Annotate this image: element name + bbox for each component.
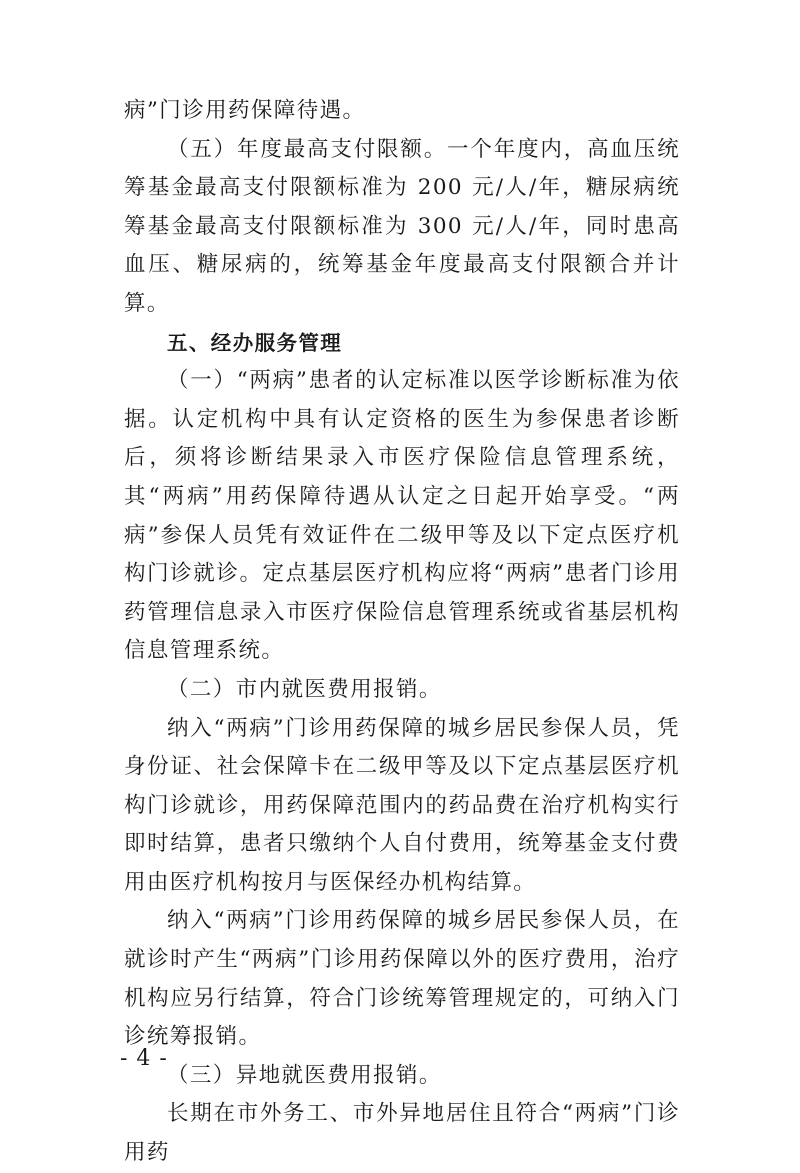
subheading-remote-reimbursement: （三）异地就医费用报销。 <box>167 1062 442 1088</box>
section-heading-administration: 五、经办服务管理 <box>167 330 343 355</box>
paragraph-annual-payment-limit: （五）年度最高支付限额。一个年度内，高血压统筹基金最高支付限额标准为 200 元/人/年，糖尿病统筹基金最高支付限额标准为 300 元/人/年，同时患高血压、糖尿病的，统筹基金年度最高支付限额合并计算。 <box>124 136 680 316</box>
paragraph-identification-standard: （一）“两病”患者的认定标准以医学诊断标准为依据。认定机构中具有认定资格的医生为参保患者诊断后，须将诊断结果录入市医疗保险信息管理系统，其“两病”用药保障待遇从认定之日起开始享受。“两病”参保人员凭有效证件在二级甲等及以下定点医疗机构门诊就诊。定点基层医疗机构应将“两病”患者门诊用药管理信息录入市医疗保险信息管理系统或省基层机构信息管理系统。 <box>124 368 680 664</box>
paragraph-local-settlement: 纳入“两病”门诊用药保障的城乡居民参保人员，凭身份证、社会保障卡在二级甲等及以下定点基层医疗机构门诊就诊，用药保障范围内的药品费在治疗机构实行即时结算，患者只缴纳个人自付费用，统筹基金支付费用由医疗机构按月与医保经办机构结算。 <box>124 715 680 895</box>
document-body <box>124 92 680 1173</box>
page-number: - 4 - <box>120 1046 168 1071</box>
paragraph-other-expenses: 纳入“两病”门诊用药保障的城乡居民参保人员，在就诊时产生“两病”门诊用药保障以外的医疗费用，治疗机构应另行结算，符合门诊统筹管理规定的，可纳入门诊统筹报销。 <box>124 908 680 1050</box>
paragraph-remote-residents: 长期在市外务工、市外异地居住且符合“两病”门诊用药 <box>124 1101 680 1166</box>
subheading-local-reimbursement: （二）市内就医费用报销。 <box>167 676 442 702</box>
paragraph-continuation: 病”门诊用药保障待遇。 <box>124 98 366 123</box>
